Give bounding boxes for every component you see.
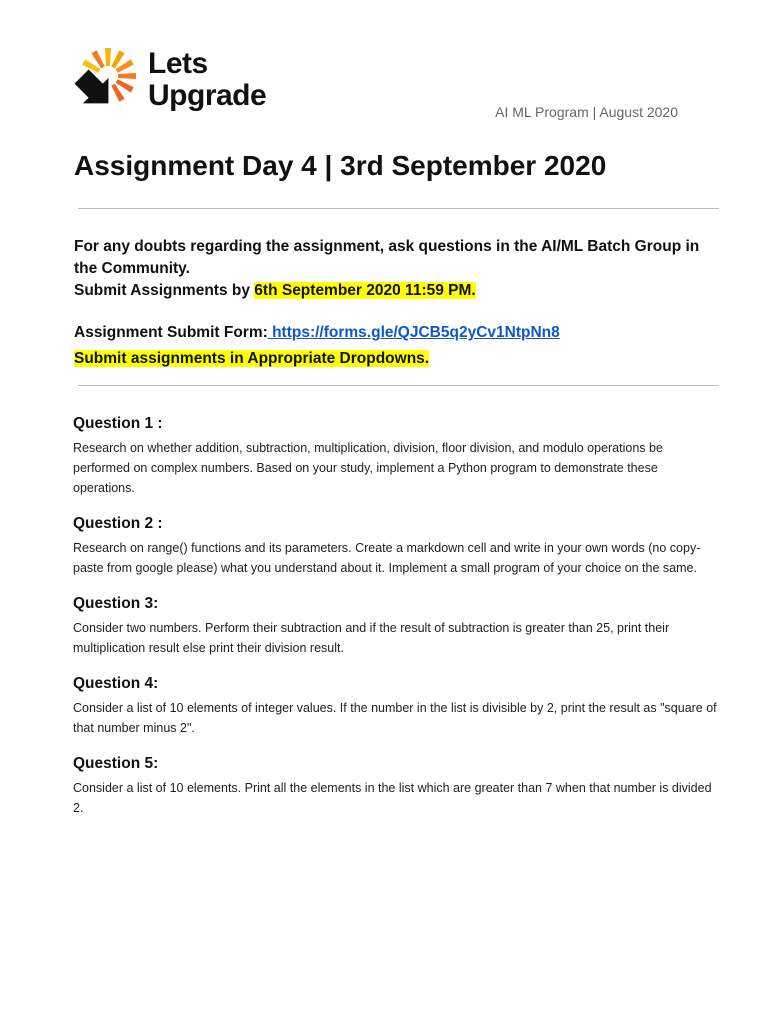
- question-body: Research on range() functions and its parameters. Create a markdown cell and write in your own words (no copy-paste from google please) what you understand about it. Implement a small program of your choice on the same.: [73, 541, 701, 575]
- question-heading: Question 5:: [73, 755, 159, 772]
- dropdown-note: Submit assignments in Appropriate Dropdowns.: [74, 350, 430, 367]
- logo-word-upgrade: Upgrade: [148, 79, 267, 112]
- question-body: Consider two numbers. Perform their subtraction and if the result of subtraction is greater than 25, print their multiplication result else print their division result.: [73, 621, 670, 655]
- question-body: Research on whether addition, subtraction, multiplication, division, floor division, and modulo operations be performed on complex numbers. Based on your study, implement a Python program to demonstrate these operations.: [73, 441, 663, 495]
- deadline-line: [74, 280, 724, 302]
- submit-form-label: Assignment Submit Form:: [74, 324, 268, 341]
- page-title: Assignment Day 4 | 3rd September 2020: [74, 150, 607, 181]
- program-label: AI ML Program | August 2020: [495, 104, 678, 120]
- question-heading: Question 2 :: [73, 515, 163, 532]
- question-1: [73, 414, 723, 498]
- question-2: [73, 514, 723, 578]
- divider: [78, 385, 719, 386]
- question-5: [73, 754, 723, 818]
- dropdown-note-line: [74, 348, 724, 370]
- question-body: Consider a list of 10 elements. Print all the elements in the list which are greater than 7 when that number is divided 2.: [73, 781, 712, 815]
- question-body: Consider a list of 10 elements of integer values. If the number in the list is divisible by 2, print the result as "square of that number minus 2".: [73, 701, 717, 735]
- question-4: [73, 674, 723, 738]
- submit-form-line: [74, 322, 724, 344]
- question-3: [73, 594, 723, 658]
- starburst-arrow-icon: [74, 46, 140, 122]
- logo-wordmark: [148, 48, 266, 112]
- question-list: [73, 414, 723, 834]
- deadline-prefix: Submit Assignments by: [74, 282, 255, 299]
- letsupgrade-logo: [74, 44, 294, 124]
- doubts-text: For any doubts regarding the assignment, ask questions in the AI/ML Batch Group in the Community.: [74, 238, 700, 277]
- submit-form-link[interactable]: https://forms.gle/QJCB5q2yCv1NtpNn8: [267, 324, 560, 341]
- question-heading: Question 1 :: [73, 415, 163, 432]
- logo-word-lets: Lets: [148, 47, 208, 80]
- deadline-highlight: 6th September 2020 11:59 PM.: [254, 282, 476, 299]
- divider: [78, 208, 719, 209]
- assignment-notice: [74, 236, 724, 370]
- question-heading: Question 3:: [73, 595, 159, 612]
- document-header: [74, 44, 694, 124]
- question-heading: Question 4:: [73, 675, 159, 692]
